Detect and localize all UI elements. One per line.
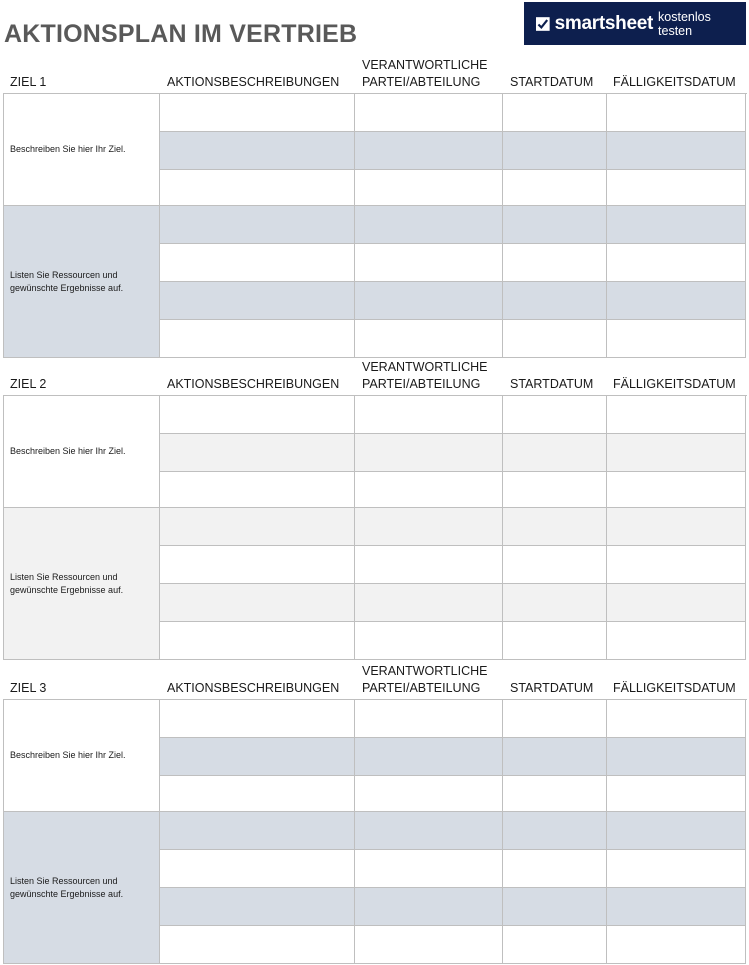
responsible-cell[interactable] — [355, 170, 503, 206]
due-date-cell[interactable] — [607, 472, 746, 508]
table-row — [160, 282, 746, 320]
table-row — [160, 888, 746, 926]
table-row — [160, 926, 746, 964]
responsible-cell[interactable] — [355, 546, 503, 584]
action-cell[interactable] — [160, 776, 355, 812]
start-date-cell[interactable] — [503, 546, 607, 584]
start-date-cell[interactable] — [503, 132, 607, 170]
due-date-cell[interactable] — [607, 94, 746, 132]
responsible-cell[interactable] — [355, 622, 503, 660]
action-cell[interactable] — [160, 508, 355, 546]
col-responsible: VERANTWORTLICHE PARTEI/ABTEILUNG — [362, 360, 488, 391]
due-date-cell[interactable] — [607, 508, 746, 546]
col-actions: AKTIONSBESCHREIBUNGEN — [167, 75, 340, 89]
start-date-cell[interactable] — [503, 508, 607, 546]
action-table — [3, 395, 747, 660]
due-date-cell[interactable] — [607, 738, 746, 776]
responsible-cell[interactable] — [355, 434, 503, 472]
start-date-cell[interactable] — [503, 170, 607, 206]
resources-cell[interactable] — [4, 812, 160, 964]
action-cell[interactable] — [160, 888, 355, 926]
responsible-cell[interactable] — [355, 206, 503, 244]
goal-label: ZIEL 2 — [10, 377, 47, 391]
table-row — [160, 244, 746, 282]
resources-text: Listen Sie Ressourcen und gewünschte Ergebnisse auf. — [10, 875, 124, 899]
col-responsible: VERANTWORTLICHE PARTEI/ABTEILUNG — [362, 58, 488, 89]
action-cell[interactable] — [160, 206, 355, 244]
smartsheet-logo-icon — [536, 17, 550, 31]
table-row — [160, 700, 746, 738]
due-date-cell[interactable] — [607, 170, 746, 206]
due-date-cell[interactable] — [607, 926, 746, 964]
table-row — [160, 584, 746, 622]
start-date-cell[interactable] — [503, 244, 607, 282]
start-date-cell[interactable] — [503, 888, 607, 926]
table-row — [160, 434, 746, 472]
col-start: STARTDATUM — [510, 377, 594, 391]
table-row — [160, 132, 746, 170]
responsible-cell[interactable] — [355, 94, 503, 132]
responsible-cell[interactable] — [355, 508, 503, 546]
table-header — [3, 57, 746, 93]
table-row — [160, 738, 746, 776]
action-cell[interactable] — [160, 282, 355, 320]
goal-label: ZIEL 3 — [10, 681, 47, 695]
table-header — [3, 663, 746, 699]
due-date-cell[interactable] — [607, 622, 746, 660]
action-table — [3, 93, 747, 358]
table-row — [160, 396, 746, 434]
table-row — [160, 320, 746, 358]
table-header — [3, 359, 746, 395]
responsible-cell[interactable] — [355, 776, 503, 812]
due-date-cell[interactable] — [607, 850, 746, 888]
action-cell[interactable] — [160, 170, 355, 206]
table-row — [160, 850, 746, 888]
due-date-cell[interactable] — [607, 812, 746, 850]
action-cell[interactable] — [160, 926, 355, 964]
start-date-cell[interactable] — [503, 320, 607, 358]
responsible-cell[interactable] — [355, 812, 503, 850]
start-date-cell[interactable] — [503, 472, 607, 508]
col-start: STARTDATUM — [510, 681, 594, 695]
resources-text: Listen Sie Ressourcen und gewünschte Ergebnisse auf. — [10, 571, 124, 595]
start-date-cell[interactable] — [503, 700, 607, 738]
responsible-cell[interactable] — [355, 396, 503, 434]
start-date-cell[interactable] — [503, 850, 607, 888]
resources-text: Listen Sie Ressourcen und gewünschte Ergebnisse auf. — [10, 269, 124, 293]
goal-description-text: Beschreiben Sie hier Ihr Ziel. — [10, 446, 126, 456]
start-date-cell[interactable] — [503, 622, 607, 660]
due-date-cell[interactable] — [607, 546, 746, 584]
banner-brand: smartsheet — [554, 12, 654, 34]
start-date-cell[interactable] — [503, 738, 607, 776]
responsible-cell[interactable] — [355, 850, 503, 888]
action-cell[interactable] — [160, 244, 355, 282]
action-cell[interactable] — [160, 472, 355, 508]
smartsheet-trial-banner[interactable] — [524, 2, 746, 45]
page-title: AKTIONSPLAN IM VERTRIEB — [4, 20, 358, 48]
action-cell[interactable] — [160, 622, 355, 660]
start-date-cell[interactable] — [503, 584, 607, 622]
goal-description-text: Beschreiben Sie hier Ihr Ziel. — [10, 750, 126, 760]
col-due: FÄLLIGKEITSDATUM — [613, 681, 736, 695]
responsible-cell[interactable] — [355, 132, 503, 170]
due-date-cell[interactable] — [607, 396, 746, 434]
col-actions: AKTIONSBESCHREIBUNGEN — [167, 681, 340, 695]
goal-description-cell[interactable] — [4, 700, 160, 812]
due-date-cell[interactable] — [607, 888, 746, 926]
action-cell[interactable] — [160, 738, 355, 776]
col-start: STARTDATUM — [510, 75, 594, 89]
due-date-cell[interactable] — [607, 244, 746, 282]
responsible-cell[interactable] — [355, 926, 503, 964]
start-date-cell[interactable] — [503, 396, 607, 434]
responsible-cell[interactable] — [355, 584, 503, 622]
responsible-cell[interactable] — [355, 320, 503, 358]
goal-description-cell[interactable] — [4, 396, 160, 508]
due-date-cell[interactable] — [607, 206, 746, 244]
action-cell[interactable] — [160, 700, 355, 738]
start-date-cell[interactable] — [503, 206, 607, 244]
due-date-cell[interactable] — [607, 776, 746, 812]
table-row — [160, 622, 746, 660]
responsible-cell[interactable] — [355, 244, 503, 282]
responsible-cell[interactable] — [355, 738, 503, 776]
action-table — [3, 699, 747, 964]
col-due: FÄLLIGKEITSDATUM — [613, 75, 736, 89]
col-actions: AKTIONSBESCHREIBUNGEN — [167, 377, 340, 391]
goal-description-cell[interactable] — [4, 94, 160, 206]
due-date-cell[interactable] — [607, 132, 746, 170]
col-responsible: VERANTWORTLICHE PARTEI/ABTEILUNG — [362, 664, 488, 695]
responsible-cell[interactable] — [355, 282, 503, 320]
start-date-cell[interactable] — [503, 282, 607, 320]
resources-cell[interactable] — [4, 508, 160, 660]
action-cell[interactable] — [160, 434, 355, 472]
start-date-cell[interactable] — [503, 776, 607, 812]
table-row — [160, 94, 746, 132]
table-row — [160, 472, 746, 508]
due-date-cell[interactable] — [607, 320, 746, 358]
due-date-cell[interactable] — [607, 434, 746, 472]
action-cell[interactable] — [160, 850, 355, 888]
table-row — [160, 812, 746, 850]
action-cell[interactable] — [160, 584, 355, 622]
col-due: FÄLLIGKEITSDATUM — [613, 377, 736, 391]
responsible-cell[interactable] — [355, 888, 503, 926]
goal-description-text: Beschreiben Sie hier Ihr Ziel. — [10, 144, 126, 154]
start-date-cell[interactable] — [503, 926, 607, 964]
table-row — [160, 776, 746, 812]
banner-cta: kostenlos testen — [658, 9, 711, 38]
table-row — [160, 508, 746, 546]
table-row — [160, 170, 746, 206]
start-date-cell[interactable] — [503, 434, 607, 472]
action-cell[interactable] — [160, 396, 355, 434]
start-date-cell[interactable] — [503, 94, 607, 132]
due-date-cell[interactable] — [607, 282, 746, 320]
responsible-cell[interactable] — [355, 472, 503, 508]
resources-cell[interactable] — [4, 206, 160, 358]
responsible-cell[interactable] — [355, 700, 503, 738]
goal-label: ZIEL 1 — [10, 75, 47, 89]
action-cell[interactable] — [160, 94, 355, 132]
due-date-cell[interactable] — [607, 700, 746, 738]
action-cell[interactable] — [160, 546, 355, 584]
start-date-cell[interactable] — [503, 812, 607, 850]
table-row — [160, 206, 746, 244]
action-cell[interactable] — [160, 812, 355, 850]
action-cell[interactable] — [160, 132, 355, 170]
action-cell[interactable] — [160, 320, 355, 358]
table-row — [160, 546, 746, 584]
due-date-cell[interactable] — [607, 584, 746, 622]
